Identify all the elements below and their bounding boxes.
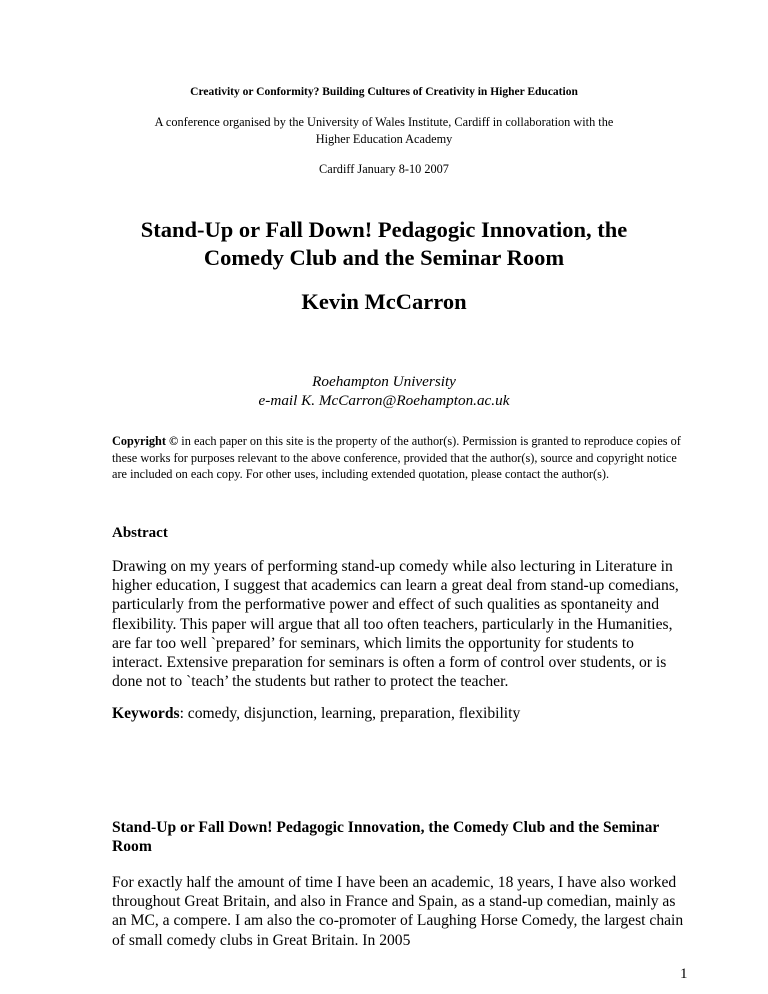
keywords-label: Keywords — [112, 705, 180, 722]
affiliation-institution: Roehampton University — [312, 373, 456, 390]
paper-title: Stand-Up or Fall Down! Pedagogic Innovation, the Comedy Club and the Seminar Room — [140, 217, 628, 270]
abstract-text: Drawing on my years of performing stand-up comedy while also lecturing in Literature in higher education, I suggest that academics can learn a great deal from stand-up comedians, particularly from the performative power and effect of such qualities as spontaneity and flexibility. This paper will argue that all too often teachers, particularly in the Humanities, are far too well `prepared’ for seminars, which limits the opportunity for students to interact. Extensive preparation for seminars is often a form of control over students, or is done not to `teach’ the students but rather to protect the teacher. — [112, 558, 679, 691]
author-name: Kevin McCarron — [301, 289, 467, 314]
copyright-notice — [112, 433, 682, 483]
abstract-heading: Abstract — [112, 525, 168, 541]
section-heading: Stand-Up or Fall Down! Pedagogic Innovation, the Comedy Club and the Seminar Room — [112, 819, 659, 855]
body-paragraph: For exactly half the amount of time I have been an academic, 18 years, I have also worked throughout Great Britain, and also in France and Spain, as a stand-up comedian, mainly as an MC, a compere. I am also the co-promoter of Laughing Horse Comedy, the largest chain of small comedy clubs in Great Britain. In 2005 — [112, 874, 684, 949]
conference-title: Creativity or Conformity? Building Cultures of Creativity in Higher Education — [190, 86, 578, 98]
author-affiliation — [0, 372, 768, 410]
page-number: 1 — [680, 966, 688, 982]
keywords — [112, 705, 687, 723]
copyright-text: in each paper on this site is the property of the author(s). Permission is granted to reproduce copies of these works for purposes relevant to the above conference, provided that the author(s), source and copyright notice are included on each copy. For other uses, including extended quotation, please contact the author(s). — [112, 434, 681, 481]
conference-date: Cardiff January 8-10 2007 — [319, 162, 449, 176]
copyright-label: Copyright © — [112, 434, 179, 448]
author-email: e-mail K. McCarron@Roehampton.ac.uk — [258, 392, 510, 409]
keywords-text: : comedy, disjunction, learning, preparation, flexibility — [179, 705, 521, 722]
conference-organiser: A conference organised by the University of Wales Institute, Cardiff in collaboration with the Higher Education Academy — [154, 115, 614, 146]
